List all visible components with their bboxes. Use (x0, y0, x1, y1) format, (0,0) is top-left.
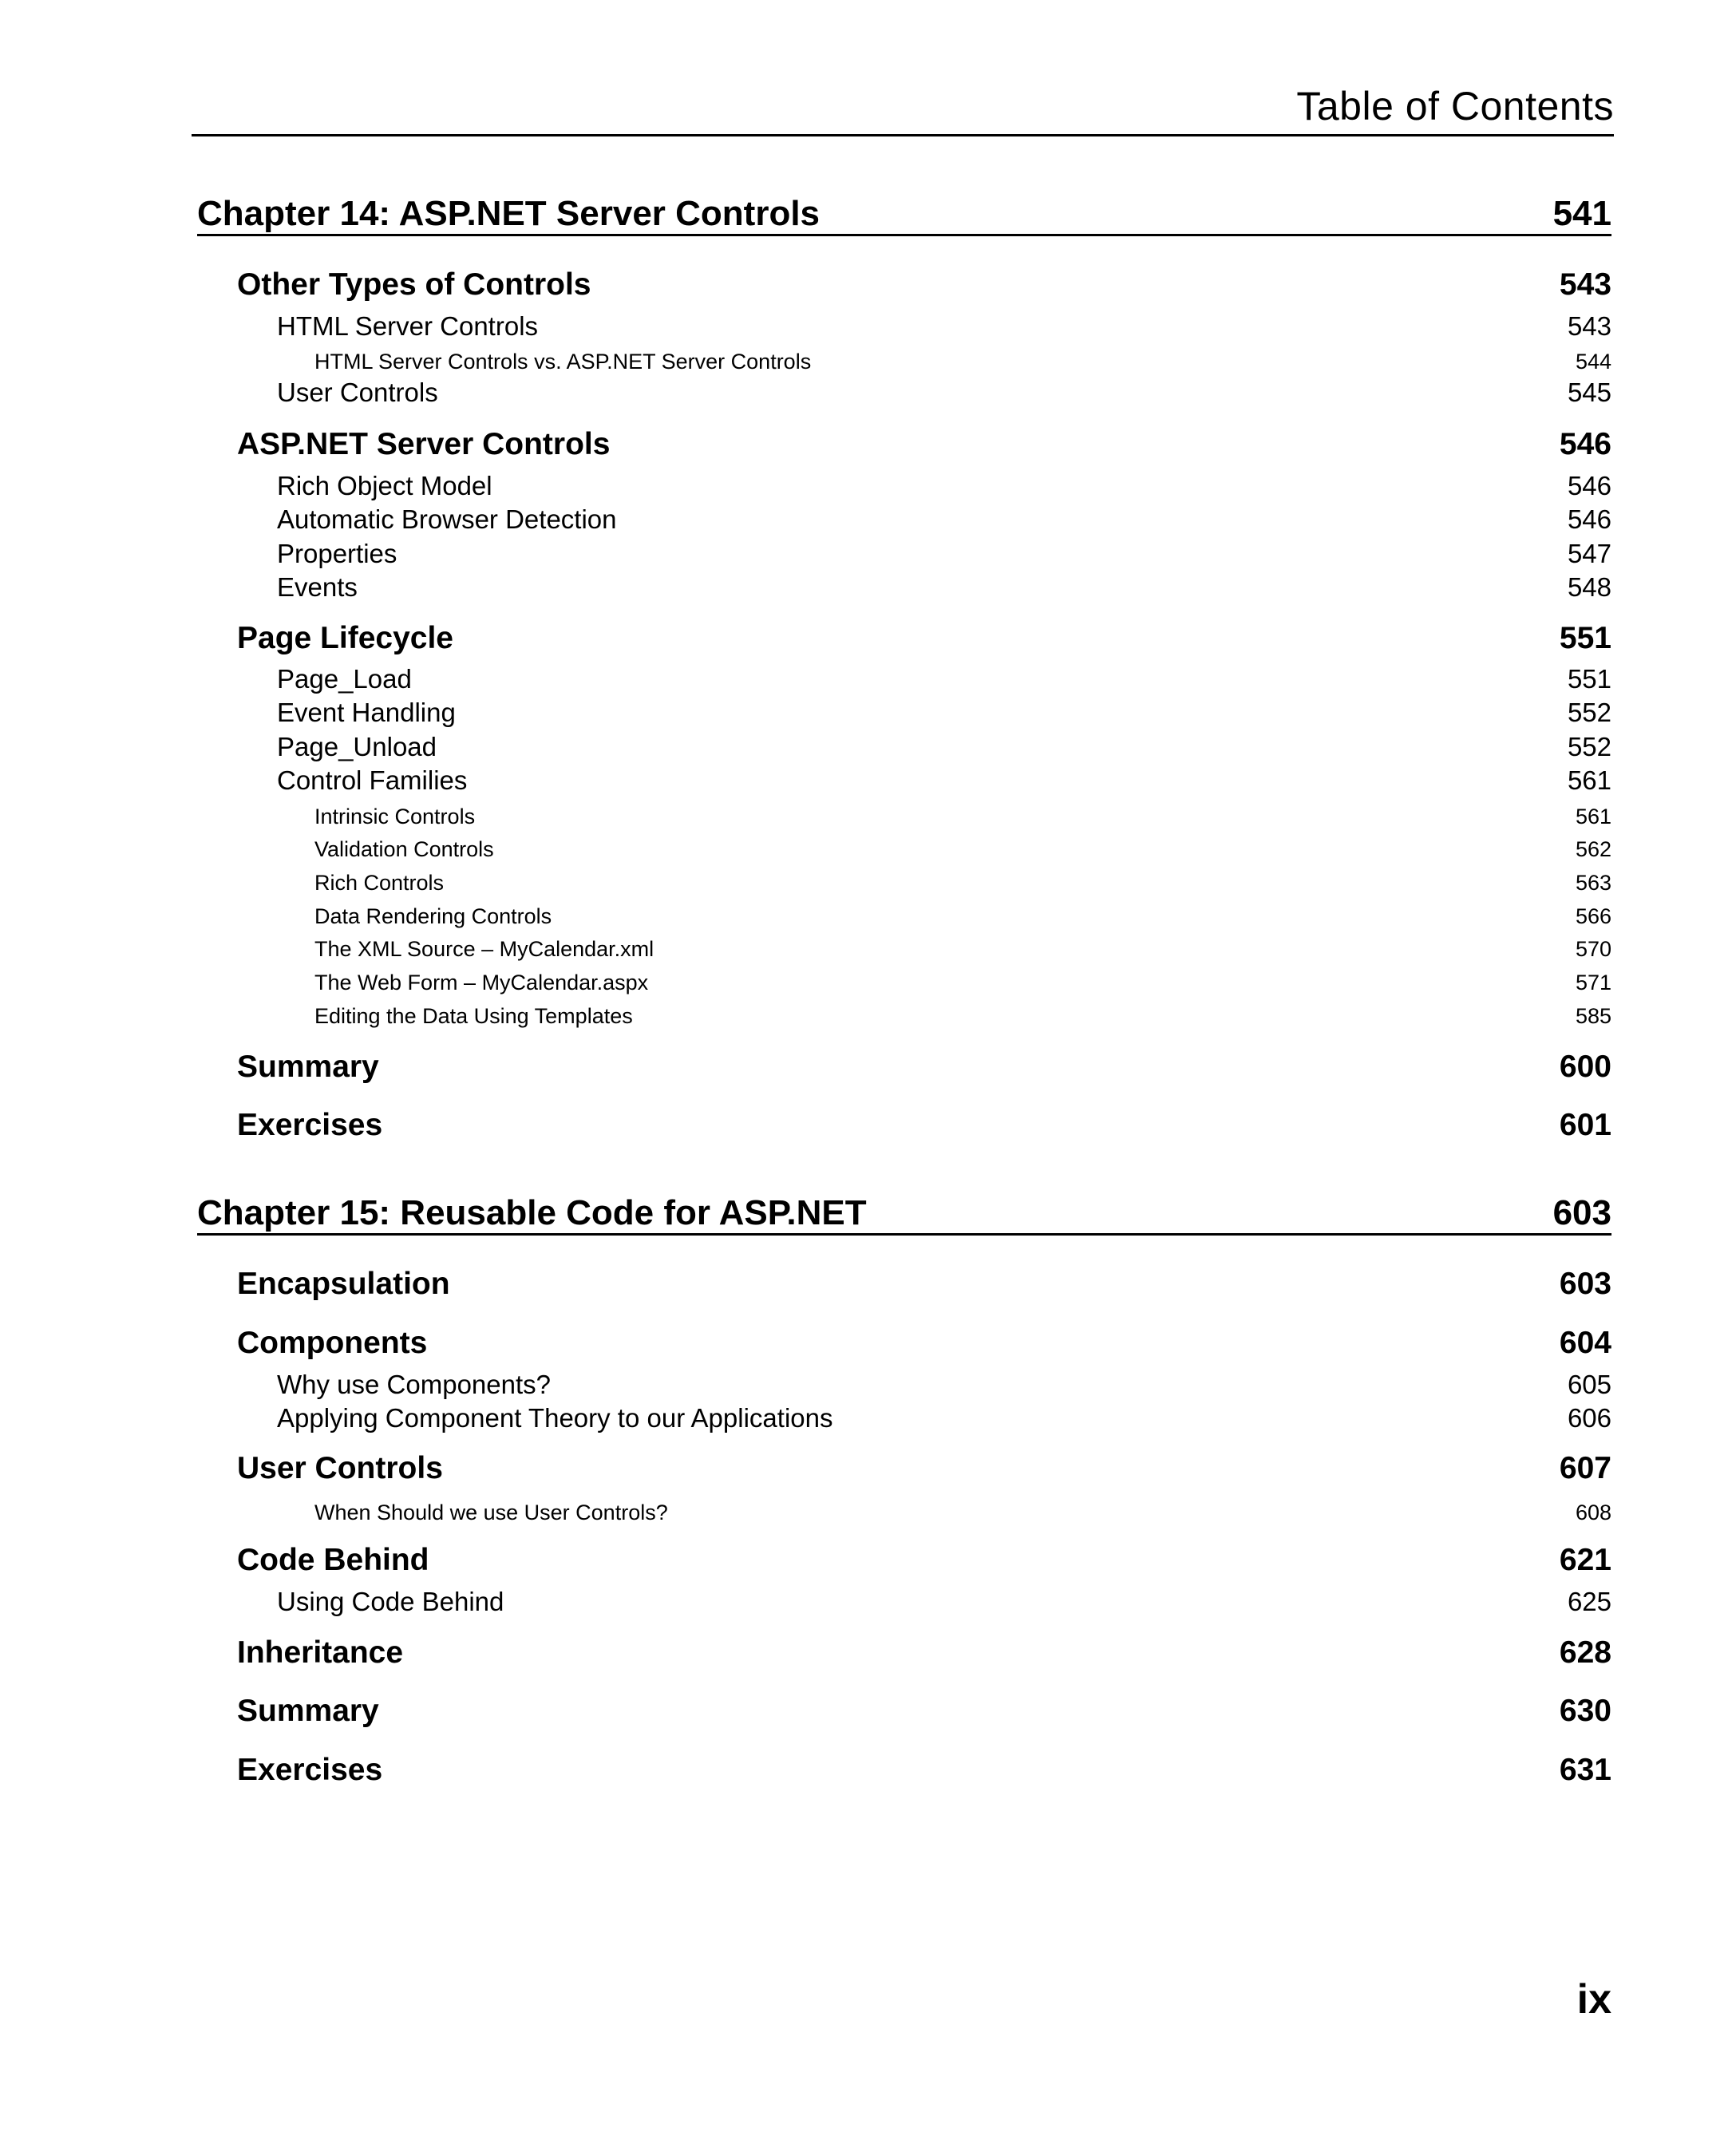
toc-entry-title: Applying Component Theory to our Applications (277, 1403, 833, 1433)
toc-entry-page: 562 (1575, 837, 1611, 861)
toc-entry-title: Other Types of Controls (237, 267, 591, 302)
toc-entry-title: Exercises (237, 1753, 383, 1787)
toc-entry-title: Page_Load (277, 664, 412, 694)
toc-entry-page: 551 (1567, 664, 1611, 694)
toc-subsection-using-code-behind[interactable] (197, 1587, 1611, 1617)
toc-item-intrinsic-controls[interactable] (197, 805, 1611, 829)
toc-entry-title: Data Rendering Controls (314, 904, 552, 928)
toc-item-web-form[interactable] (197, 971, 1611, 995)
toc-section-inheritance[interactable] (197, 1635, 1611, 1671)
toc-entry-page: 552 (1567, 732, 1611, 761)
toc-entry-page: 570 (1575, 937, 1611, 961)
toc-entry-page: 541 (1552, 194, 1611, 233)
toc-section-page-lifecycle[interactable] (197, 621, 1611, 656)
toc-entry-title: Rich Object Model (277, 471, 492, 500)
toc-entry-page: 551 (1559, 621, 1611, 655)
toc-entry-page: 544 (1575, 350, 1611, 374)
toc-entry-title: Code Behind (237, 1543, 429, 1577)
toc-entry-page: 543 (1559, 267, 1611, 302)
toc-entry-title: When Should we use User Controls? (314, 1501, 668, 1524)
toc-entry-title: Page Lifecycle (237, 621, 453, 655)
toc-entry-page: 543 (1567, 311, 1611, 341)
toc-section-summary-14[interactable] (197, 1050, 1611, 1085)
running-title: Table of Contents (1296, 84, 1614, 129)
toc-entry-title: Components (237, 1326, 428, 1360)
toc-entry-title: Using Code Behind (277, 1587, 504, 1616)
toc-item-rich-controls[interactable] (197, 871, 1611, 896)
toc-entry-title: Validation Controls (314, 837, 494, 861)
toc-section-user-controls[interactable] (197, 1451, 1611, 1486)
toc-entry-page: 561 (1575, 805, 1611, 828)
toc-item-data-rendering-controls[interactable] (197, 904, 1611, 929)
toc-entry-page: 621 (1559, 1543, 1611, 1577)
toc-entry-title: Editing the Data Using Templates (314, 1004, 633, 1028)
toc-section-asp-server-controls[interactable] (197, 427, 1611, 462)
toc-entry-page: 625 (1567, 1587, 1611, 1616)
toc-section-exercises-14[interactable] (197, 1108, 1611, 1143)
toc-chapter-14[interactable] (197, 194, 1611, 236)
toc-entry-title: Automatic Browser Detection (277, 504, 617, 534)
toc-subsection-user-controls[interactable] (197, 378, 1611, 408)
toc-entry-title: Summary (237, 1694, 379, 1728)
toc-section-exercises-15[interactable] (197, 1753, 1611, 1788)
toc-entry-page: 547 (1567, 539, 1611, 568)
toc-entry-title: Exercises (237, 1108, 383, 1142)
toc-section-encapsulation[interactable] (197, 1267, 1611, 1302)
toc-entry-page: 603 (1559, 1267, 1611, 1301)
toc-entry-page: 585 (1575, 1004, 1611, 1028)
toc-entry-page: 546 (1567, 471, 1611, 500)
toc-entry-title: User Controls (277, 378, 438, 407)
toc-chapter-15[interactable] (197, 1193, 1611, 1236)
toc-entry-page: 608 (1575, 1501, 1611, 1524)
toc-entry-page: 603 (1552, 1193, 1611, 1232)
toc-entry-page: 563 (1575, 871, 1611, 895)
toc-entry-page: 566 (1575, 904, 1611, 928)
toc-entry-title: Chapter 14: ASP.NET Server Controls (197, 194, 821, 233)
toc-entry-title: HTML Server Controls (277, 311, 539, 341)
toc-entry-title: Inheritance (237, 1635, 404, 1670)
toc-subsection-page-unload[interactable] (197, 732, 1611, 762)
page-header (192, 80, 1614, 136)
toc-entry-title: The Web Form – MyCalendar.aspx (314, 971, 649, 994)
toc-section-code-behind[interactable] (197, 1543, 1611, 1578)
page-number: ix (1576, 1976, 1611, 2023)
toc-entry-title: Why use Components? (277, 1370, 552, 1399)
toc-entry-title: Rich Controls (314, 871, 445, 895)
toc-subsection-event-handling[interactable] (197, 698, 1611, 728)
toc-section-other-types[interactable] (197, 267, 1611, 302)
toc-entry-title: Properties (277, 539, 397, 568)
toc-entry-page: 631 (1559, 1753, 1611, 1787)
toc-entry-page: 630 (1559, 1694, 1611, 1728)
toc-subsection-html-server-controls[interactable] (197, 311, 1611, 342)
toc-entry-page: 600 (1559, 1050, 1611, 1084)
toc-entry-page: 552 (1567, 698, 1611, 727)
toc-item-editing-templates[interactable] (197, 1004, 1611, 1029)
toc-entry-page: 606 (1567, 1403, 1611, 1433)
toc-entry-page: 604 (1559, 1326, 1611, 1360)
toc-item-validation-controls[interactable] (197, 837, 1611, 862)
toc-item-when-use-user-controls[interactable] (197, 1501, 1611, 1525)
toc-entry-title: Intrinsic Controls (314, 805, 476, 828)
toc-entry-title: HTML Server Controls vs. ASP.NET Server Controls (314, 350, 812, 374)
toc-entry-page: 607 (1559, 1451, 1611, 1485)
toc-entry-title: Event Handling (277, 698, 456, 727)
toc-item-xml-source[interactable] (197, 937, 1611, 962)
toc-entry-title: ASP.NET Server Controls (237, 427, 611, 461)
toc-section-summary-15[interactable] (197, 1694, 1611, 1729)
toc-entry-page: 601 (1559, 1108, 1611, 1142)
toc-entry-title: Chapter 15: Reusable Code for ASP.NET (197, 1193, 867, 1232)
toc-entry-title: Summary (237, 1050, 379, 1084)
toc-entry-page: 546 (1559, 427, 1611, 461)
toc-entry-page: 605 (1567, 1370, 1611, 1399)
toc-entry-page: 571 (1575, 971, 1611, 994)
toc-subsection-properties[interactable] (197, 539, 1611, 569)
toc-entry-page: 546 (1567, 504, 1611, 534)
toc-subsection-page-load[interactable] (197, 664, 1611, 694)
toc-entry-page: 545 (1567, 378, 1611, 407)
toc-entry-title: Control Families (277, 765, 468, 795)
toc-subsection-browser-detection[interactable] (197, 504, 1611, 535)
toc-entry-title: The XML Source – MyCalendar.xml (314, 937, 654, 961)
toc-entry-title: Events (277, 572, 358, 602)
toc-subsection-control-families[interactable] (197, 765, 1611, 796)
toc-subsection-applying-component-theory[interactable] (197, 1403, 1611, 1433)
toc-entry-page: 548 (1567, 572, 1611, 602)
toc-item-html-vs-asp[interactable] (197, 350, 1611, 374)
toc-entry-title: User Controls (237, 1451, 443, 1485)
toc-entry-title: Page_Unload (277, 732, 437, 761)
toc-subsection-rich-object-model[interactable] (197, 471, 1611, 501)
toc-entry-page: 561 (1567, 765, 1611, 795)
toc-subsection-events[interactable] (197, 572, 1611, 603)
toc-entry-page: 628 (1559, 1635, 1611, 1670)
toc-subsection-why-use-components[interactable] (197, 1370, 1611, 1400)
toc-entry-title: Encapsulation (237, 1267, 450, 1301)
toc-section-components[interactable] (197, 1326, 1611, 1361)
